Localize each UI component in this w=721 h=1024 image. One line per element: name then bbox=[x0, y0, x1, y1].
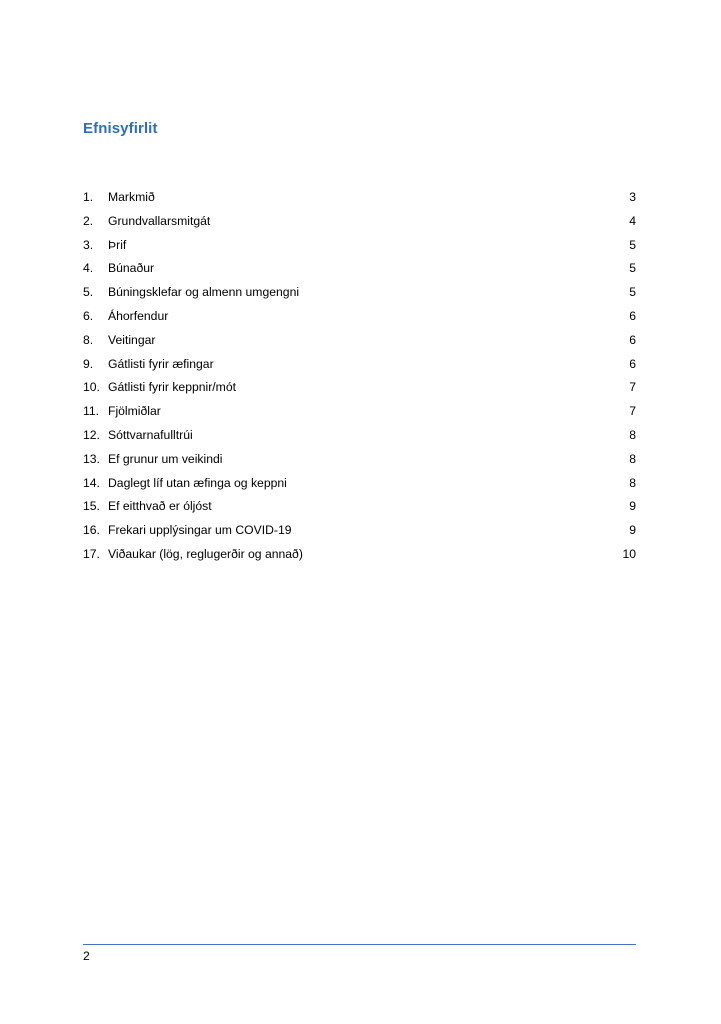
toc-entry[interactable] bbox=[83, 520, 636, 544]
footer-divider bbox=[83, 944, 636, 945]
toc-entry-page: 5 bbox=[629, 237, 636, 252]
toc-entry-page: 9 bbox=[629, 499, 636, 514]
toc-entry[interactable] bbox=[83, 282, 636, 306]
toc-entry-page: 5 bbox=[629, 285, 636, 300]
toc-entry-number: 2. bbox=[83, 213, 94, 228]
toc-entry-page: 7 bbox=[629, 380, 636, 395]
toc-entry-label[interactable]: Þrif bbox=[108, 237, 127, 252]
toc-entry-page: 8 bbox=[629, 427, 636, 442]
toc-entry-label[interactable]: Markmið bbox=[108, 190, 155, 204]
toc-entry-page: 8 bbox=[629, 451, 636, 466]
toc-entry[interactable] bbox=[83, 544, 636, 568]
toc-entry-label[interactable]: Grundvallarsmitgát bbox=[108, 213, 211, 228]
toc-entry-number: 17. bbox=[83, 546, 100, 561]
toc-entry[interactable] bbox=[83, 306, 636, 330]
toc-entry-number: 10. bbox=[83, 380, 100, 395]
toc-entry-label[interactable]: Sóttvarnafulltrúi bbox=[108, 427, 193, 442]
toc-entry-number: 16. bbox=[83, 523, 100, 538]
toc-entry-number: 12. bbox=[83, 427, 100, 442]
toc-entry-label[interactable]: Búningsklefar og almenn umgengni bbox=[108, 285, 300, 300]
toc-entry-number: 14. bbox=[83, 475, 100, 490]
toc-entry-number: 9. bbox=[83, 356, 94, 371]
toc-entry-page: 7 bbox=[629, 404, 636, 419]
toc-entry-number: 15. bbox=[83, 499, 100, 514]
toc-entry[interactable] bbox=[83, 354, 636, 378]
toc-entry-label[interactable]: Búnaður bbox=[108, 261, 155, 276]
toc-entry-number: 8. bbox=[83, 332, 94, 347]
toc-entry-number: 6. bbox=[83, 308, 94, 323]
toc-entry-number: 1. bbox=[83, 190, 94, 204]
toc-entry-page: 4 bbox=[629, 213, 636, 228]
toc-entry-label[interactable]: Áhorfendur bbox=[108, 308, 169, 323]
toc-entry-page: 8 bbox=[629, 475, 636, 490]
toc-entry[interactable] bbox=[83, 473, 636, 497]
page-number: 2 bbox=[83, 949, 90, 963]
toc-entry-label[interactable]: Daglegt líf utan æfinga og keppni bbox=[108, 475, 287, 490]
toc-entry-number: 3. bbox=[83, 237, 94, 252]
toc-title: Efnisyfirlit bbox=[83, 120, 158, 137]
toc-entry-number: 11. bbox=[83, 404, 100, 419]
toc-entry-page: 6 bbox=[629, 356, 636, 371]
toc-entry[interactable] bbox=[83, 330, 636, 354]
toc-entry-label[interactable]: Fjölmiðlar bbox=[108, 404, 161, 419]
toc-entry-page: 3 bbox=[629, 190, 636, 204]
toc-entry[interactable] bbox=[83, 401, 636, 425]
toc-entry[interactable] bbox=[83, 496, 636, 520]
toc-entry-label[interactable]: Gátlisti fyrir æfingar bbox=[108, 356, 214, 371]
toc-entry[interactable] bbox=[83, 211, 636, 235]
toc-entry-number: 4. bbox=[83, 261, 94, 276]
toc-entry[interactable] bbox=[83, 425, 636, 449]
toc-entry[interactable] bbox=[83, 258, 636, 282]
toc-entry-number: 13. bbox=[83, 451, 100, 466]
toc-entry-number: 5. bbox=[83, 285, 94, 300]
toc-entry-page: 10 bbox=[622, 546, 636, 561]
toc-entry-label[interactable]: Veitingar bbox=[108, 332, 156, 347]
toc-entry[interactable] bbox=[83, 377, 636, 401]
toc-entry[interactable] bbox=[83, 235, 636, 259]
toc-entry[interactable] bbox=[83, 187, 636, 211]
toc-entry-label[interactable]: Gátlisti fyrir keppnir/mót bbox=[108, 380, 236, 395]
toc-entry-label[interactable]: Ef eitthvað er óljóst bbox=[108, 499, 212, 514]
table-of-contents bbox=[83, 187, 636, 568]
toc-entry-page: 6 bbox=[629, 308, 636, 323]
toc-entry-label[interactable]: Ef grunur um veikindi bbox=[108, 451, 223, 466]
toc-entry-page: 9 bbox=[629, 523, 636, 538]
toc-entry-page: 5 bbox=[629, 261, 636, 276]
toc-entry-label[interactable]: Viðaukar (lög, reglugerðir og annað) bbox=[108, 546, 303, 561]
toc-entry[interactable] bbox=[83, 449, 636, 473]
toc-entry-label[interactable]: Frekari upplýsingar um COVID-19 bbox=[108, 523, 292, 538]
toc-entry-page: 6 bbox=[629, 332, 636, 347]
